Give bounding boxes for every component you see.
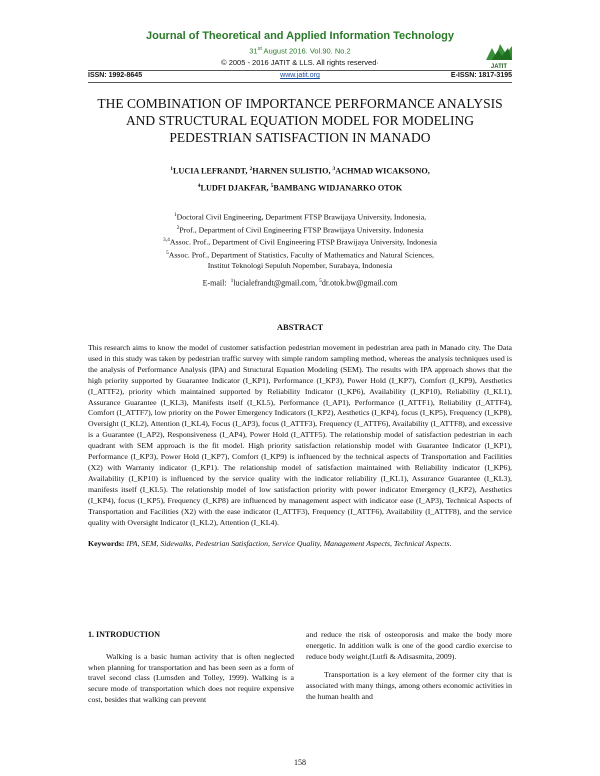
copyright-line: © 2005 - 2016 JATIT & LLS. All rights reserved· (221, 58, 379, 67)
email-link[interactable]: lucialefrandt@gmail.com, (233, 278, 320, 288)
affiliation-text: Assoc. Prof., Department of Statistics, Faculty of Mathematics and Natural Sciences, (168, 250, 434, 260)
keywords-text: IPA, SEM, Sidewalks, Pedestrian Satisfaction, Service Quality, Management Aspects, Technical Aspects. (126, 539, 452, 548)
affiliation-sup: 5 (166, 249, 169, 256)
affiliation-line (88, 223, 512, 236)
email-sup: 1 (230, 278, 234, 284)
email-sup: 5 (319, 278, 322, 284)
affiliation-text: Institut Teknologi Sepuluh Nopember, Surabaya, Indonesia (207, 261, 393, 271)
author-sup: 3 (332, 166, 336, 172)
author-name: LUDFI DJAKFAR, (200, 183, 271, 193)
affiliation-line (88, 210, 512, 223)
affiliation-text: Doctoral Civil Engineering, Department FTSP Brawijaya University, Indonesia, (176, 212, 427, 222)
jatit-logo-icon (482, 38, 516, 70)
abstract-heading: ABSTRACT (276, 322, 324, 332)
page-number: 158 (294, 758, 306, 767)
eissn: E-ISSN: 1817-3195 (450, 72, 512, 79)
journal-url-link[interactable]: www.jatit.org (280, 72, 320, 79)
affiliation-sup: 1 (173, 212, 177, 218)
affiliation-text: Prof., Department of Civil Engineering FTSP Brawijaya University, Indonesia (179, 225, 424, 235)
date-rest: August 2016. Vol.90. No.2 (261, 46, 351, 56)
section-heading-introduction: 1. INTRODUCTION (88, 630, 161, 639)
header-rule-bottom (88, 82, 512, 83)
author-name: BAMBANG WIDJANARKO OTOK (273, 183, 403, 193)
keywords (88, 538, 512, 549)
logo-text: JATIT (490, 64, 508, 70)
date-suffix: st (257, 46, 262, 52)
author-name: HARNEN SULISTIO, (252, 166, 333, 176)
abstract-text: This research aims to know the model of customer satisfaction pedestrian movement in pedestrian area path in Manado city. The Data used in this study was taken by pedestrian traffic survey with simple random sampling method, whereas the analysis techniques used is the analysis of Performance Analysis (IPA) and Structural Equation Modeling (SEM). The results with IPA approach shows that the high priority supported by Guarantee Indicator (I_KP1), Performance (I_KP3), Power Hold (I_KP7), Comfort (I_KP9), Aesthetics (I_ATTF2), priority which maintained supported by Reliability Indicator (I_KP6), Availability (I_KP10), Reliability (I_KL1), Assurance Guarantee (I_KL3), Manifests itself (I_KL5), Performance (I_AP1), Performance (I_ATTF1), Reliability (I_ATTF4), Comfort (I_ATTF7), low priority on the Power Emergency Indicators (I_KP2), Aesthetics (I_KP4), focus (I_KP5), Frequency (I_KP8), Oversight (I_KL2), Attention (I_KL4), Focus (I_AP3), focus (I_ATTF3), Frequency (I_ATTF6), Availability (I_ATTF8), and excessive is a Guarantee (I_AP2), Responsiveness (I_AP4), Power Hold (I_ATTF5). The relationship model of satisfaction pedestrian in each quadrant with SEM approach is the fit model. High priority satisfaction relationship model with Guarantee Indicator (I_KP1), Performance (I_KP3), Power Hold (I_KP7), Comfort (I_KP9) is influenced by the technical aspects of Transportation and Facilities (X2) with Warranty indicator (I_KP1). The relationship model of satisfaction maintained with Reliability indicator (I_KP6), Availability (I_KP10) is influenced by the service quality with the indicator reliability (I_KL1), Assurance Guarantee (I_KL3), manifests itself (I_KL5). The relationship model of low satisfaction priority with power indicator Emergency (I_KP2), Aesthetics (I_KP4), focus (I_KP5), Frequency (I_KP8) are influenced by management aspect with indicator ease (I_AP3), Technical Aspects of Transportation and Facilities (X2) with the ease indicator (I_ATTF3), Frequency (I_ATTF6), Availability (I_ATTF8), and the service quality with Oversight Indicator (I_KL2), Attention (I_KL4). (88, 343, 512, 527)
email-link[interactable]: dr.otok.bw@gmail.com (321, 278, 398, 288)
author-list (88, 162, 512, 195)
issn: ISSN: 1992-8645 (88, 72, 143, 79)
author-sup: 4 (197, 182, 201, 189)
affiliation-line (88, 248, 512, 261)
author-name: LUCIA LEFRANDT, (172, 166, 250, 176)
author-line-2 (88, 179, 512, 196)
left-column (88, 630, 294, 714)
email-label: E-mail: (202, 278, 227, 288)
keywords-label: Keywords: (88, 539, 125, 548)
affiliations (88, 210, 512, 271)
author-name: ACHMAD WICAKSONO, (335, 166, 430, 176)
author-sup: 2 (249, 166, 253, 172)
email-line (88, 278, 512, 288)
paper-title: THE COMBINATION OF IMPORTANCE PERFORMANCE ANALYSIS AND STRUCTURAL EQUATION MODEL FOR MODELING PEDESTRIAN SATISFACTION IN MANADO (97, 96, 503, 145)
paragraph: Transportation is a key element of the former city that is associated with many things, among others economic activities in the human health and (306, 670, 512, 701)
date-day: 31 (249, 46, 258, 56)
paragraph: Walking is a basic human activity that is often neglected when planning for transportation and has been seen as a form of travel second class (Lumsden and Tolley, 1999). Walking is a secure mode of transportation which does not require expensive cost, besides that walking can prevent (88, 651, 294, 704)
affiliation-sup: 3,4 (163, 237, 170, 244)
right-column (306, 630, 512, 711)
affiliation-line (88, 260, 512, 271)
author-sup: 5 (270, 182, 274, 189)
author-sup: 1 (170, 166, 173, 172)
affiliation-sup: 2 (176, 224, 180, 231)
affiliation-line (88, 235, 512, 248)
affiliation-text: Assoc. Prof., Department of Civil Engineering FTSP Brawijaya University, Indonesia (169, 237, 437, 247)
journal-title: Journal of Theoretical and Applied Information Technology (145, 30, 455, 42)
header-rule-top (88, 70, 512, 71)
author-line-1 (88, 162, 512, 179)
paragraph: and reduce the risk of osteoporosis and make the body more energetic. In addition walk is one of the good cardio exercise to reduce body weight.(Lutfi & Adisasmita, 2009). (306, 630, 512, 661)
